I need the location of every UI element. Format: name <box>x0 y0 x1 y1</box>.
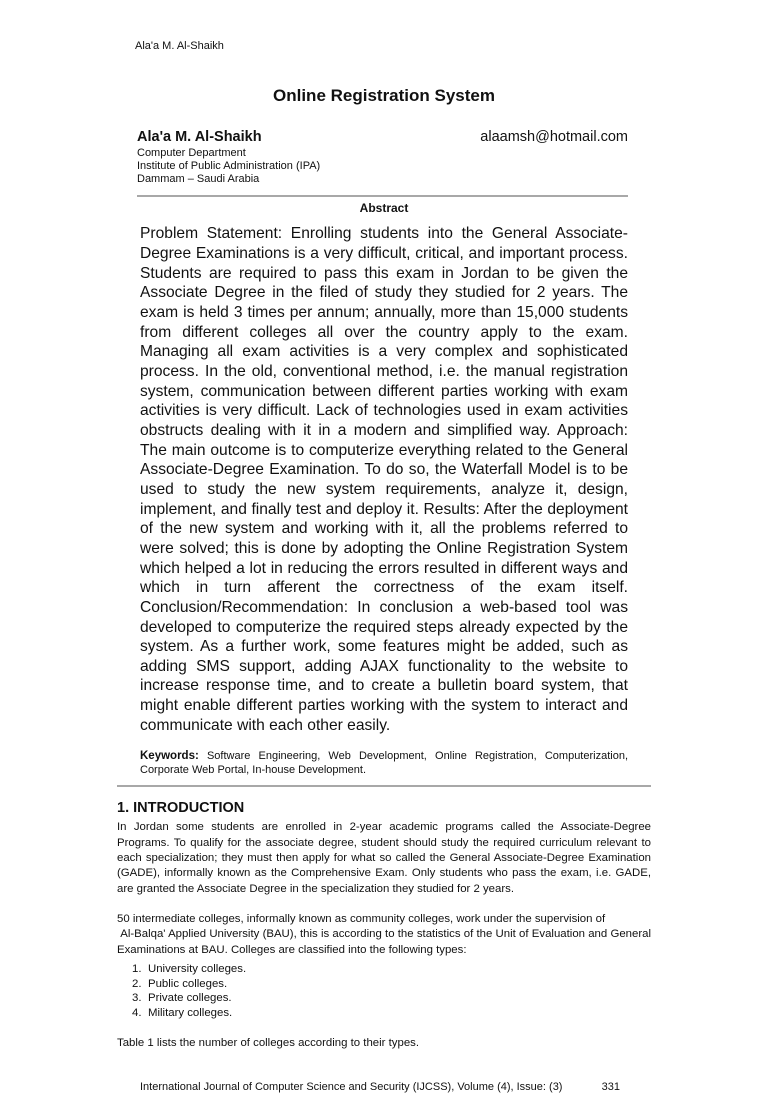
author-name: Ala'a M. Al-Shaikh <box>137 129 262 145</box>
paragraph <box>117 912 655 958</box>
page-number: 331 <box>601 1081 620 1094</box>
keywords-text: Software Engineering, Web Development, Online Registration, Computerization, Corporate Web Portal, In-house Development. <box>140 750 629 777</box>
list-item <box>132 1006 768 1021</box>
list-text: Private colleges. <box>148 992 232 1005</box>
abstract-heading: Abstract <box>359 201 409 216</box>
keywords-label: Keywords: <box>140 750 199 763</box>
paper-title: Online Registration System <box>273 86 495 105</box>
divider <box>137 195 628 197</box>
list-number: 2. <box>132 977 142 990</box>
list-number: 1. <box>132 962 142 975</box>
footer-journal: International Journal of Computer Science and Security (IJCSS), Volume (4), Issue: (3) <box>140 1081 563 1094</box>
affiliation-line: Institute of Public Administration (IPA) <box>137 159 321 172</box>
author-email: alaamsh@hotmail.com <box>480 129 628 145</box>
keywords <box>140 749 628 777</box>
paragraph: Table 1 lists the number of colleges according to their types. <box>117 1037 420 1050</box>
author-row <box>137 129 628 146</box>
affiliation-line: Computer Department <box>137 147 246 159</box>
divider <box>117 785 651 787</box>
list-text: University colleges. <box>148 962 247 975</box>
paragraph: In Jordan some students are enrolled in 2-year academic programs called the Associate-Degree Programs. To qualify for the associate degree, student should study the required curriculum relevant to each specialization; they must then apply for what so called the General Associate-Degree Examination (GADE), informally known as the Comprehensive Exam. Only students who pass the exam, i.e. GADE, are granted the Associate Degree in the specialization they studied for 2 years. <box>117 821 651 895</box>
list-text: Public colleges. <box>148 977 228 990</box>
running-header: Ala'a M. Al-Shaikh <box>135 40 224 52</box>
paragraph-line: 50 intermediate colleges, informally known as community colleges, work under the supervision of <box>117 912 606 925</box>
paragraph-rest: Al-Balqa' Applied University (BAU), this is according to the statistics of the Unit of Evaluation and General Examinations at BAU. Colleges are classified into the following types: <box>117 928 655 956</box>
list-number: 3. <box>132 992 142 1005</box>
section-heading: 1. INTRODUCTION <box>117 800 245 817</box>
list-item <box>132 977 768 992</box>
college-types-list <box>132 962 768 1021</box>
page-footer <box>140 1081 628 1094</box>
abstract-text: Problem Statement: Enrolling students into the General Associate-Degree Examinations is a very difficult, critical, and important process. Students are required to pass this exam in Jordan to be given the Associate Degree in the filed of study they studied for 2 years. The exam is held 3 times per annum; annually, more than 15,000 students from different colleges all over the country apply to the exam. Managing all exam activities is a very complex and sophisticated process. In the old, conventional method, i.e. the manual registration system, communication between different parties working with exam activities is very difficult. Lack of technologies used in exam activities obstructs dealing with it in a modern and simplified way. Approach: The main outcome is to computerize everything related to the General Associate-Degree Examination. To do so, the Waterfall Model is to be used to study the new system requirements, analyze it, design, implement, and finally test and deploy it. Results: After the deployment of the new system and working with it, all the problems referred to were solved; this is done by adopting the Online Registration System which helped a lot in reducing the errors resulted in different ways and which in turn afferent the correctness of the exam itself. Conclusion/Recommendation: In conclusion a web-based tool was developed to computerize the required steps already expected by the system. As a further work, some features might be added, such as adding SMS support, adding AJAX functionality to the website to increase response time, and to create a bulletin board system, that might enable different parties working with the system to interact and communicate with each other easily. <box>140 225 628 734</box>
list-number: 4. <box>132 1007 142 1020</box>
author-affiliation <box>137 147 768 185</box>
list-text: Military colleges. <box>148 1007 233 1020</box>
affiliation-line: Dammam – Saudi Arabia <box>137 172 260 185</box>
list-item <box>132 962 768 977</box>
